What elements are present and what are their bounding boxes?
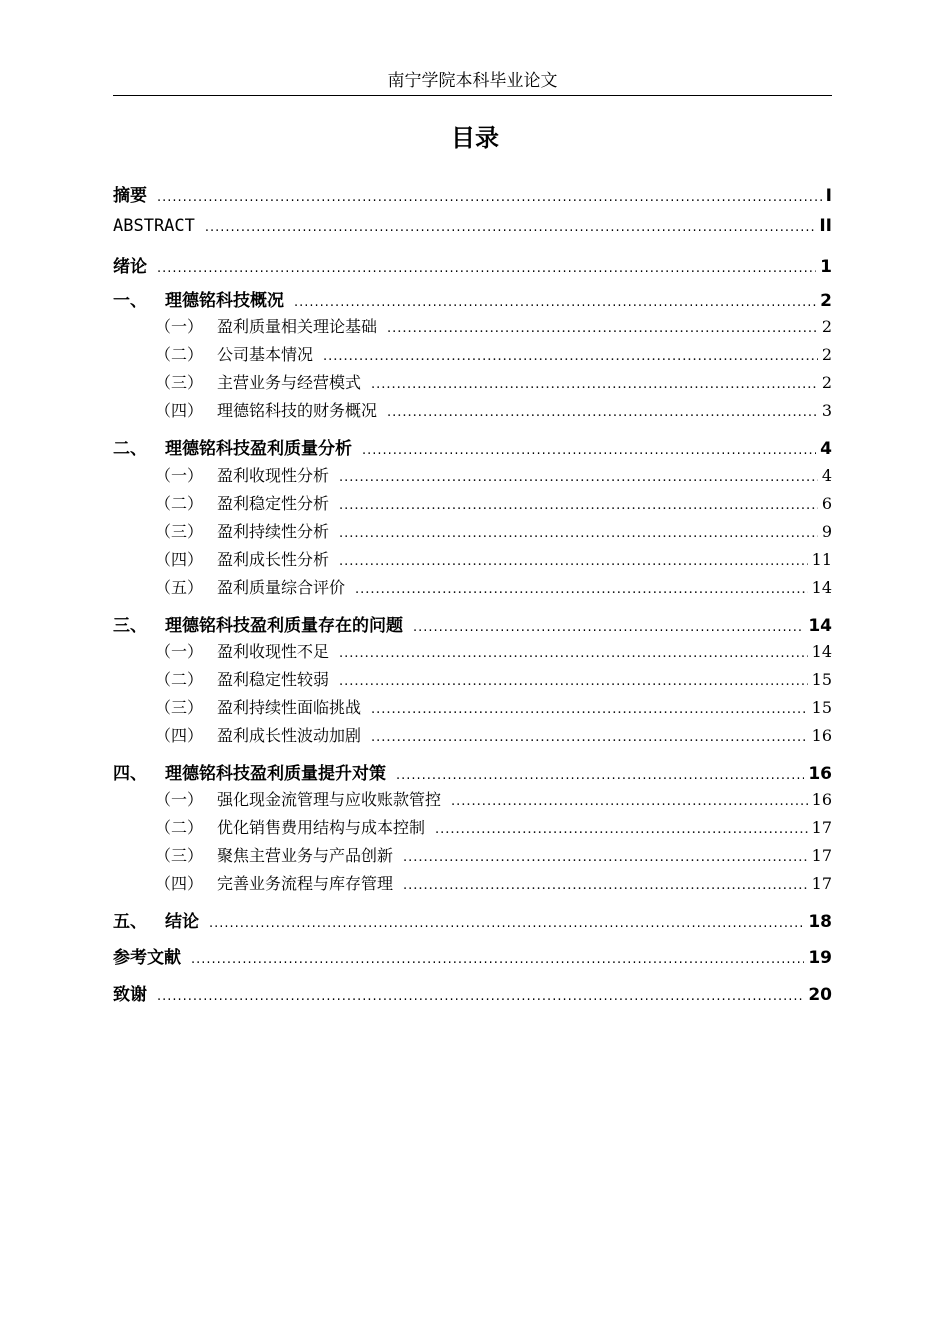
toc-page-number: 2 — [821, 317, 832, 336]
toc-section-entry[interactable] — [113, 342, 832, 365]
toc-entry-number: （三） — [155, 522, 204, 541]
toc-entry-label: 盈利成长性分析 — [217, 550, 330, 569]
toc-entry-number: 五、 — [113, 912, 147, 932]
toc-page-number: 16 — [808, 764, 832, 784]
toc-dot-leader — [323, 349, 818, 364]
toc-section-entry[interactable] — [113, 547, 832, 570]
toc-page-number: 4 — [820, 439, 832, 459]
toc-page-number: 15 — [811, 670, 832, 689]
toc-entry-label: 聚焦主营业务与产品创新 — [217, 846, 394, 865]
toc-chapter-entry[interactable] — [113, 611, 832, 636]
toc-entry-number: 一、 — [113, 291, 147, 311]
toc-entry-label: 参考文献 — [113, 948, 181, 968]
running-header — [113, 70, 832, 96]
toc-dot-leader — [191, 952, 804, 967]
toc-entry-label: 结论 — [165, 912, 199, 932]
toc-page-number: 18 — [808, 912, 832, 932]
toc-page-number: 14 — [811, 578, 832, 597]
page-title: 目录 — [451, 124, 499, 152]
toc-chapter-entry[interactable] — [113, 434, 832, 459]
toc-section-entry[interactable] — [113, 491, 832, 514]
toc-page-number: 15 — [811, 698, 832, 717]
toc-entry-label: 绪论 — [113, 257, 147, 277]
toc-section-entry[interactable] — [113, 871, 832, 894]
toc-chapter-entry[interactable] — [113, 980, 832, 1005]
toc-page-number: 4 — [821, 466, 832, 485]
toc-page-number: 17 — [811, 846, 832, 865]
toc-entry-label: 主营业务与经营模式 — [217, 373, 362, 392]
toc-entry-number: （四） — [155, 726, 204, 745]
toc-section-entry[interactable] — [113, 519, 832, 542]
toc-section-entry[interactable] — [113, 463, 832, 486]
toc-entry-label: 理德铭科技盈利质量分析 — [165, 439, 352, 459]
toc-entry-label: 盈利持续性面临挑战 — [217, 698, 362, 717]
toc-page-number: 1 — [820, 257, 832, 277]
toc-entry-label: 完善业务流程与库存管理 — [217, 874, 394, 893]
toc-page-number: 14 — [808, 616, 832, 636]
toc-chapter-entry[interactable] — [113, 181, 832, 206]
toc-chapter-entry[interactable] — [113, 759, 832, 784]
toc-dot-leader — [339, 674, 808, 689]
toc-entry-label: 盈利成长性波动加剧 — [217, 726, 362, 745]
toc-dot-leader — [157, 989, 804, 1004]
toc-entry-number: （三） — [155, 373, 204, 392]
toc-section-entry[interactable] — [113, 723, 832, 746]
toc-dot-leader — [413, 620, 804, 635]
toc-dot-leader — [435, 822, 808, 837]
toc-entry-label: 理德铭科技的财务概况 — [217, 401, 378, 420]
toc-dot-leader — [339, 526, 818, 541]
toc-entry-number: （一） — [155, 317, 204, 336]
toc-dot-leader — [371, 377, 818, 392]
running-header-text: 南宁学院本科毕业论文 — [387, 71, 558, 91]
toc-entry-label: 盈利收现性不足 — [217, 642, 330, 661]
toc-entry-label: 盈利稳定性分析 — [217, 494, 330, 513]
toc-entry-label: 强化现金流管理与应收账款管控 — [217, 790, 442, 809]
toc-section-entry[interactable] — [113, 787, 832, 810]
toc-entry-label: 理德铭科技盈利质量存在的问题 — [165, 616, 403, 636]
toc-dot-leader — [387, 321, 818, 336]
toc-page-number: 11 — [811, 550, 832, 569]
toc-entry-label: 盈利收现性分析 — [217, 466, 330, 485]
toc-dot-leader — [294, 295, 816, 310]
toc-entry-number: 三、 — [113, 616, 147, 636]
toc-dot-leader — [403, 850, 808, 865]
toc-page-number: 9 — [821, 522, 832, 541]
toc-dot-leader — [339, 470, 818, 485]
toc-entry-label: ABSTRACT — [113, 216, 195, 236]
toc-section-entry[interactable] — [113, 398, 832, 421]
toc-entry-number: （五） — [155, 578, 204, 597]
toc-entry-label: 公司基本情况 — [217, 345, 314, 364]
toc-entry-label: 摘要 — [113, 186, 147, 206]
toc-page-number: 20 — [808, 985, 832, 1005]
toc-chapter-entry[interactable] — [113, 907, 832, 932]
toc-page-number: 19 — [808, 948, 832, 968]
toc-chapter-entry[interactable] — [113, 216, 832, 236]
toc-page-number: 17 — [811, 818, 832, 837]
toc-dot-leader — [339, 646, 808, 661]
toc-dot-leader — [403, 878, 808, 893]
toc-page-number: 16 — [811, 790, 832, 809]
toc-section-entry[interactable] — [113, 314, 832, 337]
toc-entry-number: （四） — [155, 550, 204, 569]
toc-section-entry[interactable] — [113, 695, 832, 718]
toc-dot-leader — [209, 916, 804, 931]
toc-entry-number: （四） — [155, 874, 204, 893]
toc-chapter-entry[interactable] — [113, 943, 832, 968]
toc-page-number: 16 — [811, 726, 832, 745]
toc-entry-number: （一） — [155, 466, 204, 485]
toc-chapter-entry[interactable] — [113, 252, 832, 277]
toc-dot-leader — [387, 405, 818, 420]
toc-section-entry[interactable] — [113, 639, 832, 662]
toc-entry-label: 理德铭科技概况 — [165, 291, 284, 311]
toc-entry-label: 盈利稳定性较弱 — [217, 670, 330, 689]
toc-page-number: 2 — [821, 373, 832, 392]
toc-page-number: II — [819, 216, 832, 236]
toc-page-number: 14 — [811, 642, 832, 661]
toc-entry-number: （一） — [155, 790, 204, 809]
toc-entry-number: （二） — [155, 345, 204, 364]
toc-entry-label: 优化销售费用结构与成本控制 — [217, 818, 426, 837]
toc-page-number: 17 — [811, 874, 832, 893]
toc-entry-label: 理德铭科技盈利质量提升对策 — [165, 764, 386, 784]
toc-section-entry[interactable] — [113, 370, 832, 393]
toc-dot-leader — [396, 768, 804, 783]
toc-dot-leader — [371, 702, 808, 717]
toc-entry-number: 四、 — [113, 764, 147, 784]
toc-section-entry[interactable] — [113, 575, 832, 598]
toc-entry-label: 盈利质量综合评价 — [217, 578, 346, 597]
toc-entry-number: （二） — [155, 670, 204, 689]
toc-dot-leader — [157, 190, 822, 205]
toc-dot-leader — [157, 261, 816, 276]
toc-chapter-entry[interactable] — [113, 286, 832, 311]
toc-entry-number: （一） — [155, 642, 204, 661]
toc-dot-leader — [339, 498, 818, 513]
toc-entry-number: （二） — [155, 494, 204, 513]
toc-entry-number: 二、 — [113, 439, 147, 459]
toc-entry-label: 盈利持续性分析 — [217, 522, 330, 541]
toc-dot-leader — [451, 794, 808, 809]
toc-page-number: 2 — [821, 345, 832, 364]
toc-page-number: I — [825, 186, 832, 206]
toc-dot-leader — [339, 554, 808, 569]
toc-section-entry[interactable] — [113, 815, 832, 838]
toc-entry-number: （二） — [155, 818, 204, 837]
toc-section-entry[interactable] — [113, 667, 832, 690]
toc-page-number: 2 — [820, 291, 832, 311]
toc-entry-label: 盈利质量相关理论基础 — [217, 317, 378, 336]
toc-section-entry[interactable] — [113, 843, 832, 866]
toc-dot-leader — [355, 582, 808, 597]
toc-entry-number: （四） — [155, 401, 204, 420]
toc-dot-leader — [362, 443, 816, 458]
toc-page-number: 3 — [821, 401, 832, 420]
toc-entry-label: 致谢 — [113, 985, 147, 1005]
toc-entry-number: （三） — [155, 698, 204, 717]
toc-entry-number: （三） — [155, 846, 204, 865]
toc-page-number: 6 — [821, 494, 832, 513]
toc-dot-leader — [371, 730, 808, 745]
toc-dot-leader — [205, 220, 815, 235]
